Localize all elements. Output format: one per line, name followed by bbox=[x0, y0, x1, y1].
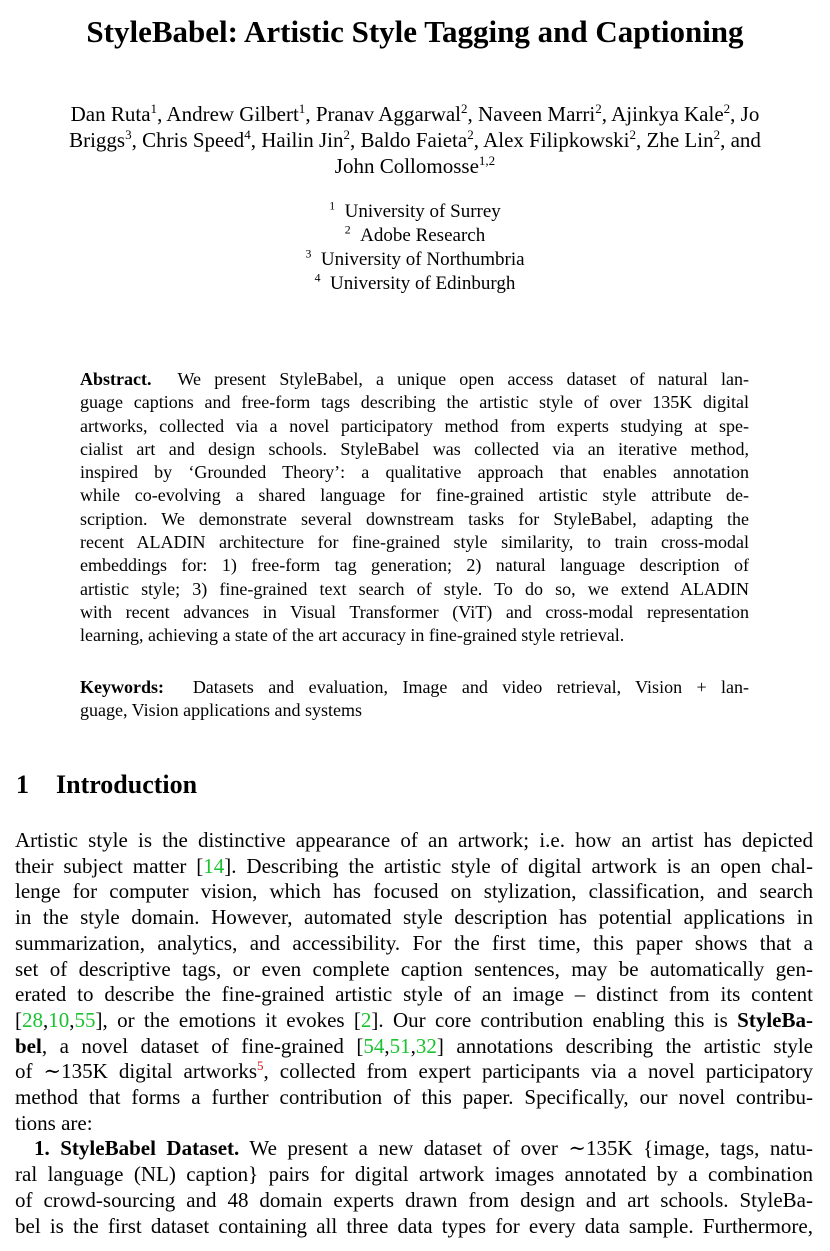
abstract-line: scription. We demonstrate several downstream tasks for StyleBabel, adapting the bbox=[80, 508, 749, 529]
affiliation-number: 1 bbox=[329, 199, 336, 213]
affiliation-name: University of Edinburgh bbox=[329, 273, 516, 294]
body-line: erated to describe the fine-grained artistic style of an image – distinct from its content bbox=[15, 982, 813, 1007]
keywords bbox=[80, 676, 749, 723]
keywords-line: Keywords: Datasets and evaluation, Image and video retrieval, Vision + lan- bbox=[80, 677, 750, 697]
author-affil-mark: 1 bbox=[150, 101, 158, 116]
author-line-3 bbox=[0, 153, 830, 179]
author-line-1: Dan Ruta$^1$, Andrew Gilbert$^1$, Pranav Aggarwal$^2$, Naveen Marri$^2$, Ajinkya Kale$^2$, Jo bbox=[70, 101, 760, 126]
author-affil-mark: 1,2 bbox=[478, 153, 496, 168]
intro-paragraph-2 bbox=[15, 1136, 813, 1239]
affiliation bbox=[0, 200, 830, 224]
section-heading bbox=[16, 768, 197, 802]
author-affil-mark: 2 bbox=[595, 101, 602, 116]
affiliation-name: University of Northumbria bbox=[320, 249, 525, 270]
abstract-line: embeddings for: 1) free-form tag generation; 2) natural language description of bbox=[80, 555, 749, 576]
contribution-label: 1. StyleBabel Dataset. bbox=[34, 1136, 240, 1161]
author-affil-mark: 2 bbox=[629, 127, 637, 142]
citation-link[interactable]: 54 bbox=[363, 1033, 385, 1058]
author-name: Hailin Jin bbox=[261, 128, 344, 152]
citation-link[interactable]: 55 bbox=[74, 1007, 96, 1032]
body-line: [28,10,55], or the emotions it evokes [2]. Our core contribution enabling this is StyleBa- bbox=[15, 1007, 813, 1032]
abstract-line: with recent advances in Visual Transformer (ViT) and cross-modal representation bbox=[80, 601, 749, 622]
abstract-line: Abstract. We present StyleBabel, a unique open access dataset of natural lan- bbox=[80, 369, 749, 389]
abstract-line: artistic style; 3) fine-grained text search of style. To do so, we extend ALADIN bbox=[80, 578, 749, 599]
body-line: bel, a novel dataset of fine-grained [54,51,32] annotations describing the artistic style bbox=[15, 1033, 813, 1058]
section-title: Introduction bbox=[56, 770, 198, 799]
body-line: ral language (NL) caption} pairs for digital artwork images annotated by a combination bbox=[15, 1162, 813, 1187]
author-name: Chris Speed bbox=[142, 128, 245, 152]
body-line: tions are: bbox=[15, 1110, 93, 1135]
body-line: set of descriptive tags, or even complete caption sentences, may be automatically gen- bbox=[15, 956, 813, 981]
affiliation-name: Adobe Research bbox=[360, 225, 486, 246]
author-name: Jo bbox=[740, 102, 760, 126]
intro-paragraph-1 bbox=[15, 828, 813, 1136]
abstract-line: guage captions and free-form tags describing the artistic style of over 135K digital bbox=[80, 392, 749, 413]
abstract-line: inspired by ‘Grounded Theory’: a qualitative approach that enables annotation bbox=[80, 462, 749, 483]
section-number: 1 bbox=[16, 770, 29, 799]
body-line: summarization, analytics, and accessibility. For the first time, this paper shows that a bbox=[15, 930, 813, 955]
author-affil-mark: 4 bbox=[244, 127, 251, 142]
affiliation bbox=[0, 248, 830, 272]
citation-link[interactable]: 10 bbox=[48, 1007, 70, 1032]
body-line: Artistic style is the distinctive appearance of an artwork; i.e. how an artist has depicted bbox=[15, 828, 813, 852]
abstract-line: learning, achieving a state of the art accuracy in fine-grained style retrieval. bbox=[80, 625, 625, 646]
body-line: their subject matter [14]. Describing the artistic style of digital artwork is an open chal- bbox=[15, 853, 813, 878]
affiliation-number: 2 bbox=[344, 223, 351, 237]
author-affil-mark: 3 bbox=[125, 127, 132, 142]
body-line: lenge for computer vision, which has focused on stylization, classification, and search bbox=[15, 879, 813, 904]
author-affil-mark: 2 bbox=[467, 127, 474, 142]
body-line: of ∼135K digital artworks$^5$, collected from expert participants via a novel participatory bbox=[15, 1058, 813, 1084]
author-name: Naveen Marri bbox=[478, 102, 596, 126]
body-line: method that forms a further contribution of this paper. Specifically, our novel contribu- bbox=[15, 1085, 813, 1110]
abstract-line: while co-evolving a shared language for fine-grained artistic style attribute de- bbox=[80, 485, 749, 506]
affiliation bbox=[0, 272, 830, 296]
citation-link[interactable]: 14 bbox=[203, 853, 225, 878]
abstract-line: artworks, collected via a novel participatory method from experts studying at spe- bbox=[80, 415, 749, 436]
footnote-link[interactable]: 5 bbox=[257, 1058, 264, 1074]
author-name: Andrew Gilbert bbox=[166, 102, 299, 126]
author-name: Briggs bbox=[69, 128, 126, 152]
author-affil-mark: 1 bbox=[298, 101, 306, 116]
author-affil-mark: 2 bbox=[723, 101, 731, 116]
citation-link[interactable]: 32 bbox=[415, 1033, 437, 1058]
author-name: Pranav Aggarwal bbox=[315, 102, 462, 126]
affiliation bbox=[0, 224, 830, 248]
author-affil-mark: 2 bbox=[461, 101, 468, 116]
abstract-label: Abstract. bbox=[80, 369, 152, 389]
author-name: Baldo Faieta bbox=[360, 128, 468, 152]
keywords-line: guage, Vision applications and systems bbox=[80, 700, 363, 721]
body-line: bel is the first dataset containing all three data types for every data sample. Furthermore, bbox=[15, 1213, 813, 1238]
author-name: Dan Ruta bbox=[70, 102, 151, 126]
author-affil-mark: 2 bbox=[343, 127, 350, 142]
citation-link[interactable]: 51 bbox=[389, 1033, 411, 1058]
author-affil-mark: 2 bbox=[713, 127, 721, 142]
affiliation-name: University of Surrey bbox=[344, 201, 501, 222]
body-line: 1. StyleBabel Dataset. We present a new dataset of over ∼135K {image, tags, natu- bbox=[34, 1136, 813, 1161]
author-conjunction: and bbox=[730, 128, 761, 152]
citation-link[interactable]: 2 bbox=[360, 1007, 372, 1032]
affiliation-number: 4 bbox=[314, 271, 321, 285]
affiliation-number: 3 bbox=[305, 247, 312, 261]
body-line: of crowd-sourcing and 48 domain experts drawn from design and art schools. StyleBa- bbox=[15, 1187, 813, 1212]
author-name: Alex Filipkowski bbox=[483, 128, 630, 152]
body-line: in the style domain. However, automated style description has potential applications in bbox=[15, 905, 813, 930]
abstract-line: recent ALADIN architecture for fine-grained style similarity, to train cross-modal bbox=[80, 532, 749, 553]
abstract bbox=[80, 368, 749, 648]
citation-link[interactable]: 28 bbox=[22, 1007, 43, 1032]
paper-title: StyleBabel: Artistic Style Tagging and Captioning bbox=[86, 14, 744, 49]
author-name: Zhe Lin bbox=[646, 128, 714, 152]
author-name: John Collomosse bbox=[334, 154, 479, 178]
author-name: Ajinkya Kale bbox=[611, 102, 724, 126]
abstract-line: cialist art and design schools. StyleBabel was collected via an iterative method, bbox=[80, 438, 749, 459]
keywords-label: Keywords: bbox=[80, 677, 164, 697]
author-line-2: Briggs$^3$, Chris Speed$^4$, Hailin Jin$^2$, Baldo Faieta$^2$, Alex Filipkowski$^2$, Zhe Lin$^2$, and bbox=[69, 127, 761, 152]
